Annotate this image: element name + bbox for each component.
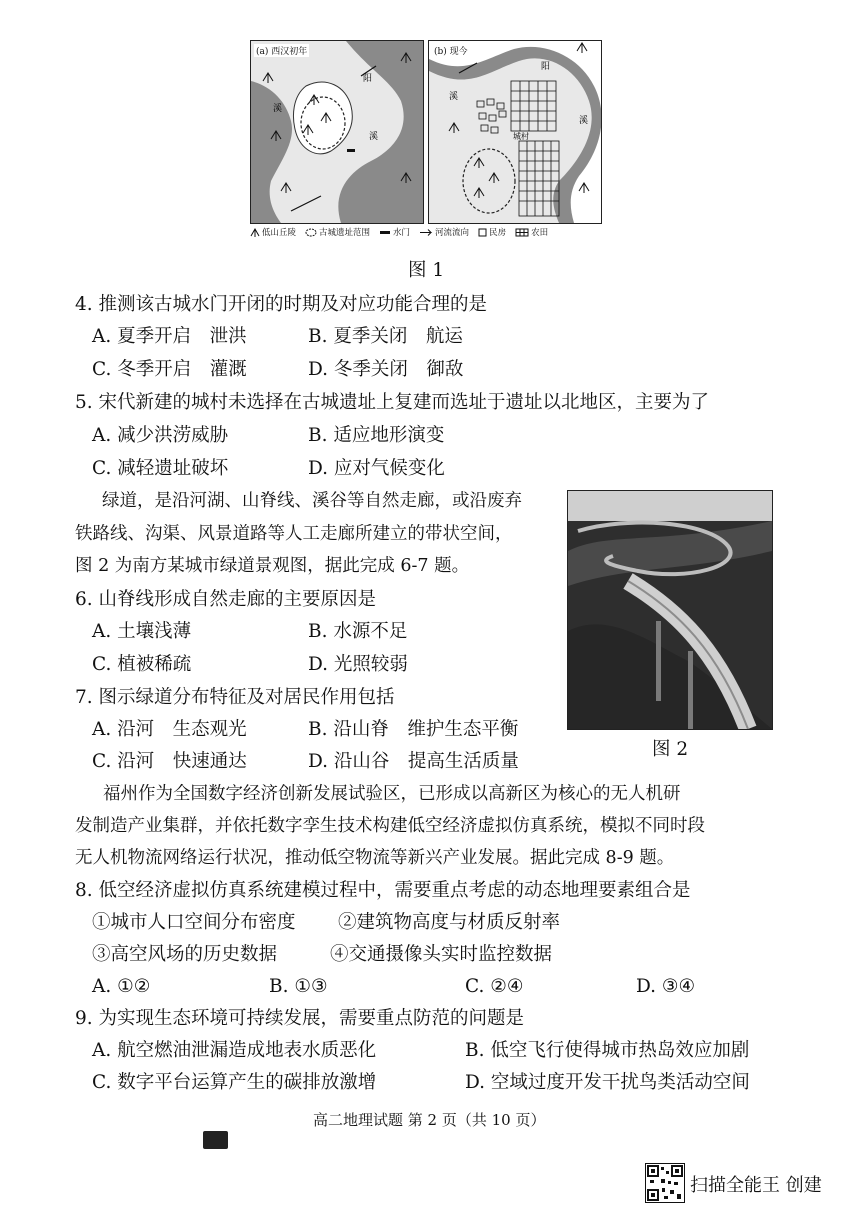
legend-hills: 低山丘陵	[250, 226, 296, 238]
question-4-stem: 4. 推测该古城水门开闭的时期及对应功能合理的是	[75, 294, 488, 315]
question-8-option-c: C. ②④	[465, 976, 524, 997]
question-7-option-a: A. 沿河 生态观光	[92, 719, 247, 740]
question-8-item-2: ②建筑物高度与材质反射率	[338, 912, 561, 933]
question-4-option-b: B. 夏季关闭 航运	[308, 326, 463, 347]
question-6-stem: 6. 山脊线形成自然走廊的主要原因是	[75, 589, 377, 610]
legend-watergate: 水门	[379, 226, 410, 238]
question-5-stem: 5. 宋代新建的城村未选择在古城遗址上复建而选址于遗址以北地区，主要为了	[75, 392, 710, 413]
river-label-b2: 溪	[449, 92, 459, 102]
question-9-option-a: A. 航空燃油泄漏造成地表水质恶化	[92, 1040, 377, 1061]
passage-2-line-1: 福州作为全国数字经济创新发展试验区，已形成以高新区为核心的无人机研	[103, 784, 681, 804]
panel-b-label: (b) 现今	[432, 44, 470, 57]
passage-1-line-1: 绿道，是沿河湖、山脊线、溪谷等自然走廊，或沿废弃	[102, 491, 522, 511]
river-label-a2: 溪	[273, 104, 283, 114]
page-footer: 高二地理试题 第 2 页（共 10 页）	[313, 1111, 546, 1129]
figure-1	[250, 40, 602, 245]
question-6-option-a: A. 土壤浅薄	[92, 621, 192, 642]
question-6-option-d: D. 光照较弱	[308, 654, 408, 675]
legend-ruins: 古城遗址范围	[305, 226, 370, 238]
question-8-option-a: A. ①②	[92, 976, 151, 997]
ink-smudge	[203, 1131, 228, 1149]
river-label-a3: 溪	[369, 132, 379, 142]
question-5-option-c: C. 减轻遗址破坏	[92, 458, 229, 479]
question-8-item-3: ③高空风场的历史数据	[92, 944, 278, 965]
passage-1-line-2: 铁路线、沟渠、风景道路等人工走廊所建立的带状空间，	[75, 524, 513, 544]
passage-2-line-3: 无人机物流网络运行状况，推动低空物流等新兴产业发展。据此完成 8-9 题。	[75, 848, 675, 868]
question-8-option-b: B. ①③	[269, 976, 328, 997]
figure-2-photo	[567, 490, 773, 730]
qr-code-icon	[645, 1163, 685, 1203]
figure-1-caption: 图 1	[408, 260, 445, 281]
question-5-option-a: A. 减少洪涝威胁	[92, 425, 229, 446]
question-4-option-c: C. 冬季开启 灌溉	[92, 359, 247, 380]
question-9-option-b: B. 低空飞行使得城市热岛效应加剧	[465, 1040, 750, 1061]
question-4-option-a: A. 夏季开启 泄洪	[92, 326, 247, 347]
map-panel-b	[428, 40, 602, 224]
question-7-option-b: B. 沿山脊 维护生态平衡	[308, 719, 519, 740]
map-panel-a	[250, 40, 424, 224]
legend-flow: 河流流向	[419, 226, 469, 238]
question-7-option-c: C. 沿河 快速通达	[92, 751, 247, 772]
village-label: 城村	[513, 132, 529, 141]
question-5-option-d: D. 应对气候变化	[308, 458, 445, 479]
river-label-a1: 阳	[363, 74, 373, 84]
legend-farmland: 农田	[515, 226, 548, 238]
passage-1-line-3: 图 2 为南方某城市绿道景观图，据此完成 6-7 题。	[75, 556, 470, 576]
question-7-stem: 7. 图示绿道分布特征及对居民作用包括	[75, 687, 395, 708]
figure-1-legend	[250, 226, 602, 238]
figure-2-caption: 图 2	[652, 739, 689, 760]
question-6-option-b: B. 水源不足	[308, 621, 408, 642]
question-5-option-b: B. 适应地形演变	[308, 425, 445, 446]
scanner-watermark-label: 扫描全能王 创建	[690, 1175, 822, 1196]
question-9-option-c: C. 数字平台运算产生的碳排放激增	[92, 1072, 377, 1093]
question-6-option-c: C. 植被稀疏	[92, 654, 192, 675]
river-label-b1: 阳	[541, 62, 551, 72]
question-8-item-4: ④交通摄像头实时监控数据	[330, 944, 553, 965]
question-8-option-d: D. ③④	[636, 976, 696, 997]
question-8-stem: 8. 低空经济虚拟仿真系统建模过程中，需要重点考虑的动态地理要素组合是	[75, 880, 691, 901]
question-4-option-d: D. 冬季关闭 御敌	[308, 359, 464, 380]
legend-houses: 民房	[478, 226, 506, 238]
panel-a-label: (a) 西汉初年	[254, 44, 309, 57]
question-8-item-1: ①城市人口空间分布密度	[92, 912, 296, 933]
river-label-b3: 溪	[579, 116, 589, 126]
passage-2-line-2: 发制造产业集群，并依托数字孪生技术构建低空经济虚拟仿真系统，模拟不同时段	[75, 816, 705, 836]
question-9-stem: 9. 为实现生态环境可持续发展，需要重点防范的问题是	[75, 1008, 525, 1029]
question-9-option-d: D. 空域过度开发干扰鸟类活动空间	[465, 1072, 750, 1093]
question-7-option-d: D. 沿山谷 提高生活质量	[308, 751, 519, 772]
